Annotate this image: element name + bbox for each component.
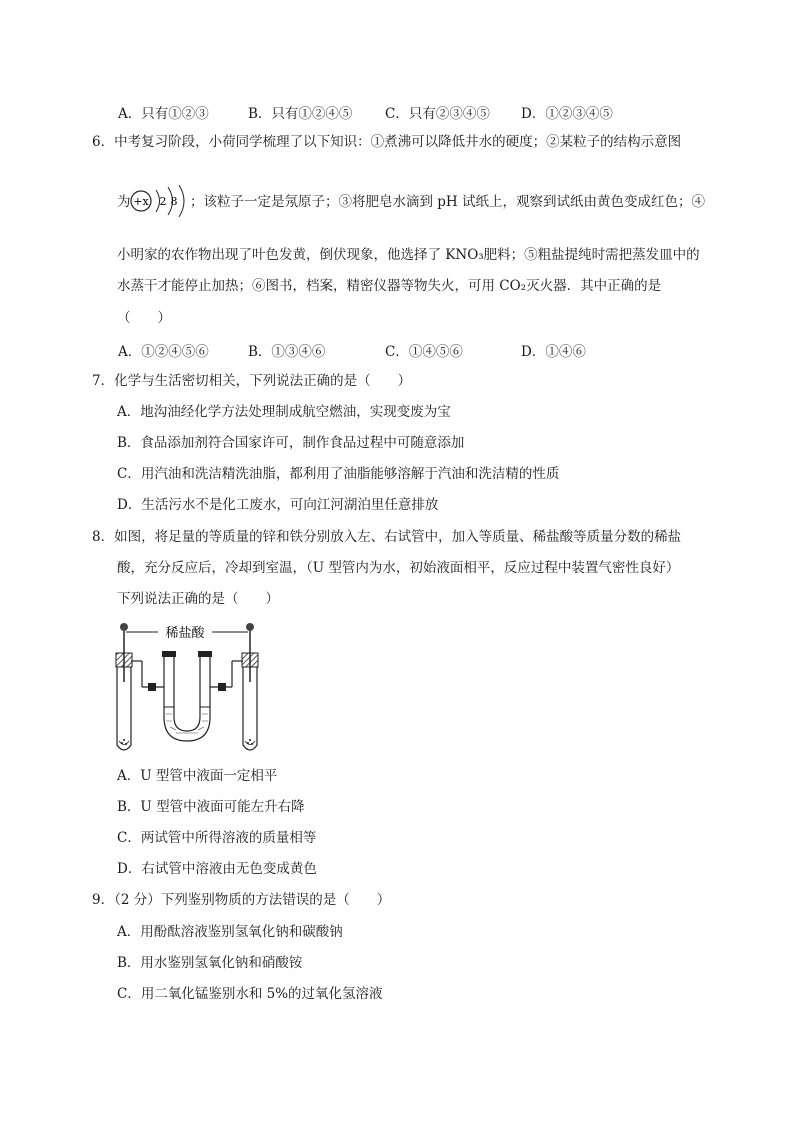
- q6-option-b: B．①③④⑥: [248, 344, 326, 360]
- q9-option-b: B．用水鉴别氢氧化钠和硝酸铵: [117, 955, 303, 971]
- q6-line-5: （ ）: [117, 310, 171, 326]
- particle-structure-diagram: [128, 185, 188, 217]
- u-tube-right-plug: [198, 651, 212, 657]
- left-stopper: [116, 653, 132, 667]
- right-dropper-bulb: [246, 623, 254, 631]
- q6-option-a: A．①②④⑤⑥: [118, 344, 209, 360]
- right-clamp: [218, 683, 226, 691]
- q9-option-a: A．用酚酞溶液鉴别氢氧化钠和碳酸钠: [117, 924, 343, 940]
- q8-line-1: 8．如图，将足量的等质量的锌和铁分别放入左、右试管中，加入等质量、稀盐酸等质量分数的稀盐: [92, 529, 682, 545]
- q6-line-2-prefix: 为: [117, 194, 131, 210]
- q5-option-b: B．只有①②④⑤: [248, 106, 353, 122]
- q8-option-d: D．右试管中溶液由无色变成黄色: [117, 861, 317, 877]
- q7-option-b: B．食品添加剂符合国家许可，制作食品过程中可随意添加: [117, 435, 465, 451]
- u-tube-inner: [174, 657, 200, 731]
- nucleus-charge: +x: [133, 195, 149, 208]
- q5-option-a: A．只有①②③: [118, 106, 209, 122]
- u-tube-left-plug: [162, 651, 176, 657]
- q9-option-c: C．用二氧化锰鉴别水和 5%的过氧化氢溶液: [117, 986, 383, 1002]
- shell-1-electrons: 2: [159, 195, 167, 208]
- q8-option-a: A．U 型管中液面一定相平: [117, 768, 278, 784]
- q9-stem: 9．（2 分）下列鉴别物质的方法错误的是（ ）: [92, 892, 391, 908]
- q6-option-c: C．①④⑤⑥: [385, 344, 463, 360]
- q5-option-d: D．①②③④⑤: [521, 106, 613, 122]
- q7-option-c: C．用汽油和洗洁精洗油脂，都利用了油脂能够溶解于汽油和洗洁精的性质: [117, 466, 560, 482]
- u-tube-outer: [164, 657, 210, 741]
- q6-option-d: D．①④⑥: [521, 344, 586, 360]
- q8-line-3: 下列说法正确的是（ ）: [117, 591, 279, 607]
- q6-line-4: 水蒸干才能停止加热；⑥图书，档案，精密仪器等物失火，可用 CO₂灭火器．其中正确的是: [117, 278, 662, 294]
- q7-option-a: A．地沟油经化学方法处理制成航空燃油，实现变废为宝: [117, 404, 451, 420]
- left-dropper-bulb: [120, 623, 128, 631]
- electron-shell-3: [179, 185, 184, 217]
- right-stopper: [242, 653, 258, 667]
- q8-option-b: B．U 型管中液面可能左升右降: [117, 799, 305, 815]
- q5-option-c: C．只有②③④⑤: [385, 106, 490, 122]
- q6-line-3: 小明家的农作物出现了叶色发黄，倒伏现象，他选择了 KNO₃肥料；⑤粗盐提纯时需把蒸发皿中的: [117, 247, 700, 263]
- left-clamp: [148, 683, 156, 691]
- u-tube-apparatus-figure: [114, 617, 274, 757]
- q7-stem: 7．化学与生活密切相关，下列说法正确的是（ ）: [92, 373, 412, 389]
- q8-option-c: C．两试管中所得溶液的质量相等: [117, 830, 317, 846]
- q6-line-2: ；该粒子一定是氖原子；③将肥皂水滴到 pH 试纸上，观察到试纸由黄色变成红色；④: [190, 194, 705, 210]
- q6-line-1: 6．中考复习阶段，小荷同学梳理了以下知识：①煮沸可以降低井水的硬度；②某粒子的结构示意图: [92, 134, 682, 150]
- figure-label: 稀盐酸: [165, 626, 205, 641]
- q8-line-2: 酸，充分反应后，冷却到室温，（U 型管内为水，初始液面相平，反应过程中装置气密性良好）: [117, 560, 680, 576]
- q7-option-d: D．生活污水不是化工废水，可向江河湖泊里任意排放: [117, 497, 439, 513]
- shell-2-electrons: 8: [170, 195, 178, 208]
